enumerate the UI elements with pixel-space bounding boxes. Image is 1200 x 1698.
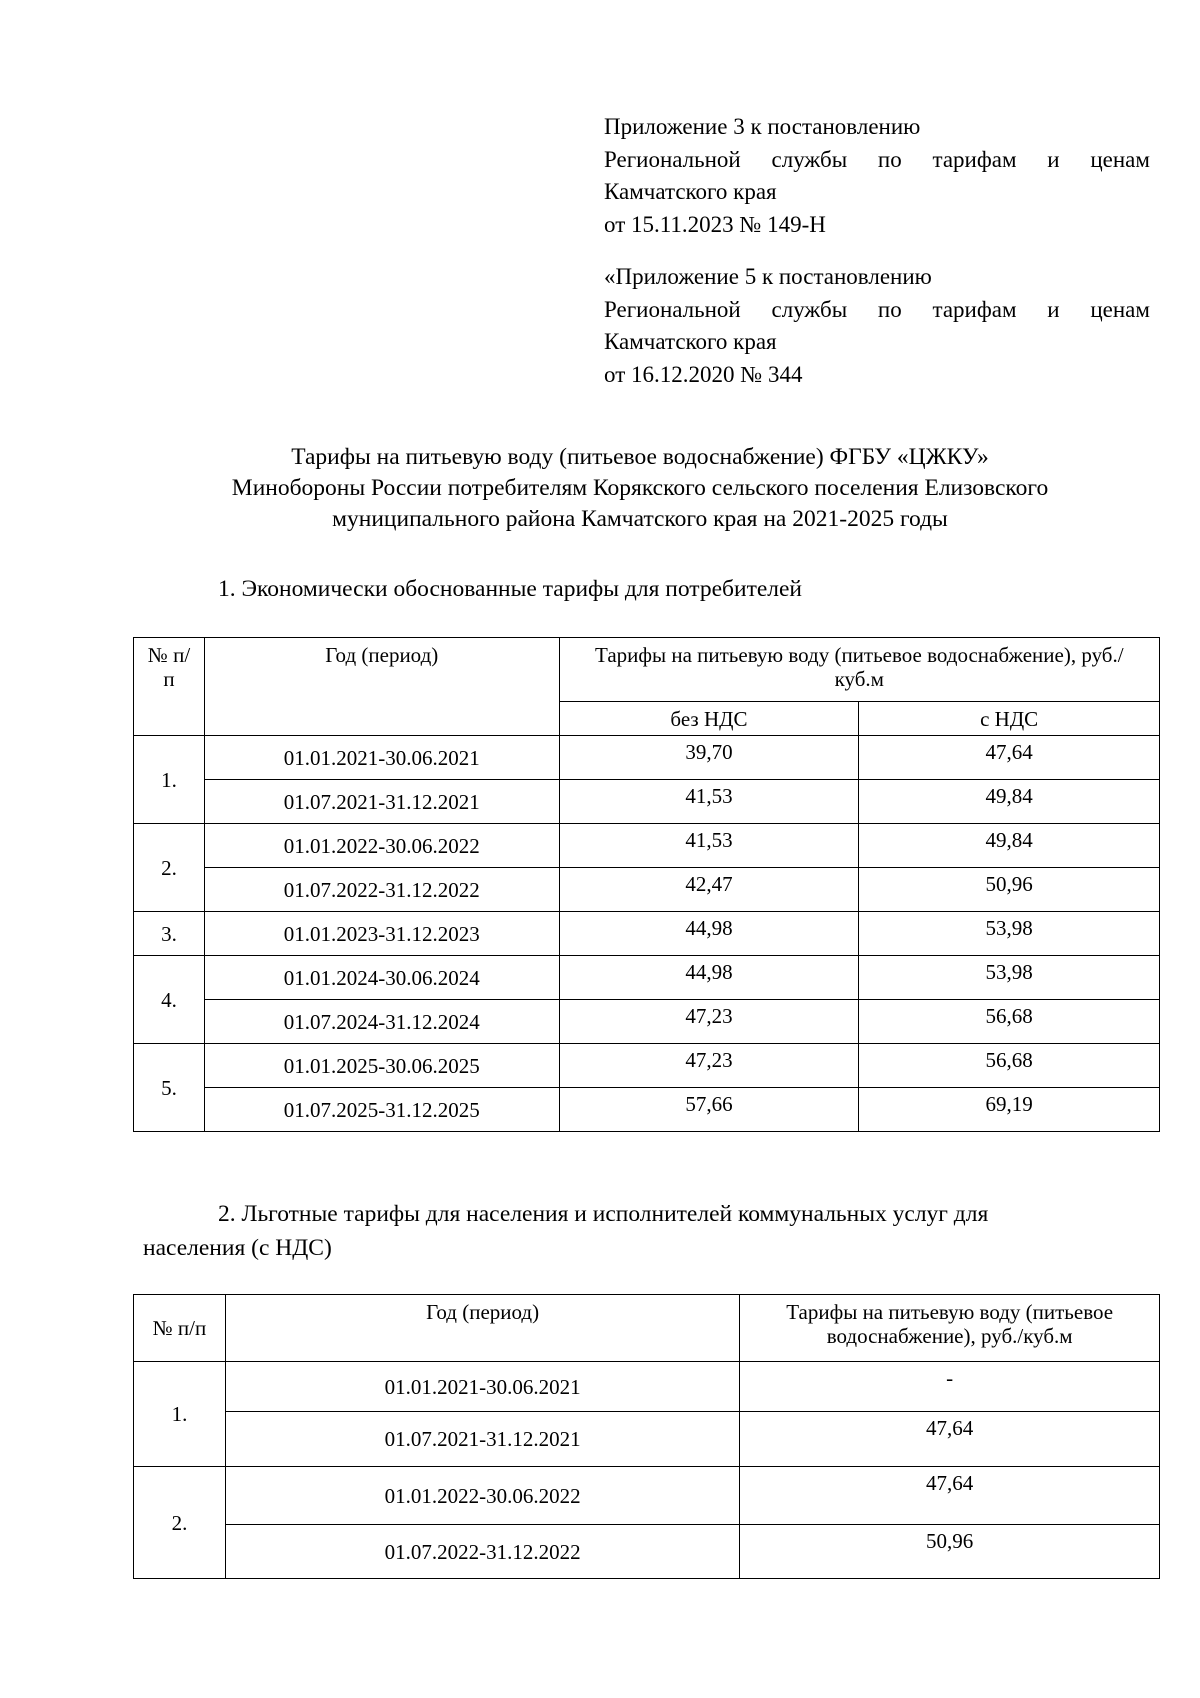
section2-heading-line: населения (с НДС) xyxy=(143,1235,332,1261)
row-period: 01.07.2022-31.12.2022 xyxy=(225,1525,739,1579)
attachment-line: Камчатского края xyxy=(604,179,777,204)
header-period: Год (период) xyxy=(204,638,559,736)
table-row xyxy=(134,1412,1160,1467)
header-tariff: Тарифы на питьевую воду (питьевое водоснабжение), руб./куб.м xyxy=(559,638,1159,702)
row-num: 4. xyxy=(134,956,205,1044)
row-vat: 53,98 xyxy=(859,956,1160,1000)
attachment-original xyxy=(604,261,1150,391)
row-num: 1. xyxy=(134,1362,226,1467)
row-period: 01.07.2021-31.12.2021 xyxy=(204,780,559,824)
row-vat: 47,64 xyxy=(859,736,1160,780)
row-no-vat: 57,66 xyxy=(559,1088,859,1132)
table-row xyxy=(134,780,1160,824)
section2-heading xyxy=(143,1197,1150,1265)
row-value: - xyxy=(740,1362,1160,1412)
preferential-tariffs-table xyxy=(133,1294,1160,1579)
row-period: 01.07.2021-31.12.2021 xyxy=(225,1412,739,1467)
row-no-vat: 41,53 xyxy=(559,780,859,824)
table-row xyxy=(134,1362,1160,1412)
row-vat: 56,68 xyxy=(859,1000,1160,1044)
table-row xyxy=(134,956,1160,1000)
table-row xyxy=(134,1044,1160,1088)
row-no-vat: 42,47 xyxy=(559,868,859,912)
attachment-line: от 15.11.2023 № 149-Н xyxy=(604,211,826,237)
row-period: 01.01.2024-30.06.2024 xyxy=(204,956,559,1000)
table-row xyxy=(134,736,1160,780)
row-period: 01.07.2025-31.12.2025 xyxy=(204,1088,559,1132)
row-no-vat: 41,53 xyxy=(559,824,859,868)
table-row xyxy=(134,1467,1160,1525)
row-vat: 50,96 xyxy=(859,868,1160,912)
row-no-vat: 47,23 xyxy=(559,1044,859,1088)
row-num: 3. xyxy=(134,912,205,956)
row-value: 50,96 xyxy=(740,1525,1160,1579)
attachment-line: «Приложение 5 к постановлению xyxy=(604,264,932,289)
row-vat: 56,68 xyxy=(859,1044,1160,1088)
title-line: муниципального района Камчатского края на 2021-2025 годы xyxy=(332,506,948,532)
row-period: 01.07.2024-31.12.2024 xyxy=(204,1000,559,1044)
economic-tariffs-table xyxy=(133,637,1160,1132)
header-num: № п/п xyxy=(134,1295,226,1362)
table-row xyxy=(134,912,1160,956)
row-num: 2. xyxy=(134,1467,226,1579)
row-period: 01.01.2023-31.12.2023 xyxy=(204,912,559,956)
row-period: 01.01.2021-30.06.2021 xyxy=(225,1362,739,1412)
title-line: Тарифы на питьевую воду (питьевое водоснабжение) ФГБУ «ЦЖКУ» xyxy=(291,444,989,470)
attachment-line: Региональной службы по тарифам и ценам xyxy=(604,146,1150,172)
row-num: 5. xyxy=(134,1044,205,1132)
row-period: 01.01.2021-30.06.2021 xyxy=(204,736,559,780)
row-no-vat: 44,98 xyxy=(559,912,859,956)
row-vat: 53,98 xyxy=(859,912,1160,956)
attachment-line: Региональной службы по тарифам и ценам xyxy=(604,296,1150,322)
header-period: Год (период) xyxy=(225,1295,739,1362)
row-period: 01.01.2025-30.06.2025 xyxy=(204,1044,559,1088)
row-period: 01.07.2022-31.12.2022 xyxy=(204,868,559,912)
header-vat: с НДС xyxy=(859,702,1160,736)
row-vat: 49,84 xyxy=(859,780,1160,824)
table-row xyxy=(134,824,1160,868)
row-num: 1. xyxy=(134,736,205,824)
document-title xyxy=(130,442,1150,535)
header-tariff: Тарифы на питьевую воду (питьевое водоснабжение), руб./куб.м xyxy=(740,1295,1160,1362)
row-value: 47,64 xyxy=(740,1412,1160,1467)
attachment-line: Камчатского края xyxy=(604,329,777,354)
table-row xyxy=(134,868,1160,912)
table-row xyxy=(134,1088,1160,1132)
row-num: 2. xyxy=(134,824,205,912)
row-no-vat: 44,98 xyxy=(559,956,859,1000)
section1-heading: 1. Экономически обоснованные тарифы для потребителей xyxy=(218,576,803,602)
row-vat: 49,84 xyxy=(859,824,1160,868)
header-num: № п/п xyxy=(134,638,205,736)
table-row xyxy=(134,1000,1160,1044)
attachment-current xyxy=(604,111,1150,241)
attachment-line: Приложение 3 к постановлению xyxy=(604,114,921,139)
header-no-vat: без НДС xyxy=(559,702,859,736)
row-vat: 69,19 xyxy=(859,1088,1160,1132)
row-period: 01.01.2022-30.06.2022 xyxy=(204,824,559,868)
row-value: 47,64 xyxy=(740,1467,1160,1525)
row-period: 01.01.2022-30.06.2022 xyxy=(225,1467,739,1525)
row-no-vat: 47,23 xyxy=(559,1000,859,1044)
table-row xyxy=(134,1525,1160,1579)
attachment-line: от 16.12.2020 № 344 xyxy=(604,361,803,387)
row-no-vat: 39,70 xyxy=(559,736,859,780)
section2-heading-line: 2. Льготные тарифы для населения и исполнителей коммунальных услуг для xyxy=(218,1201,989,1227)
title-line: Минобороны России потребителям Корякского сельского поселения Елизовского xyxy=(231,475,1049,501)
